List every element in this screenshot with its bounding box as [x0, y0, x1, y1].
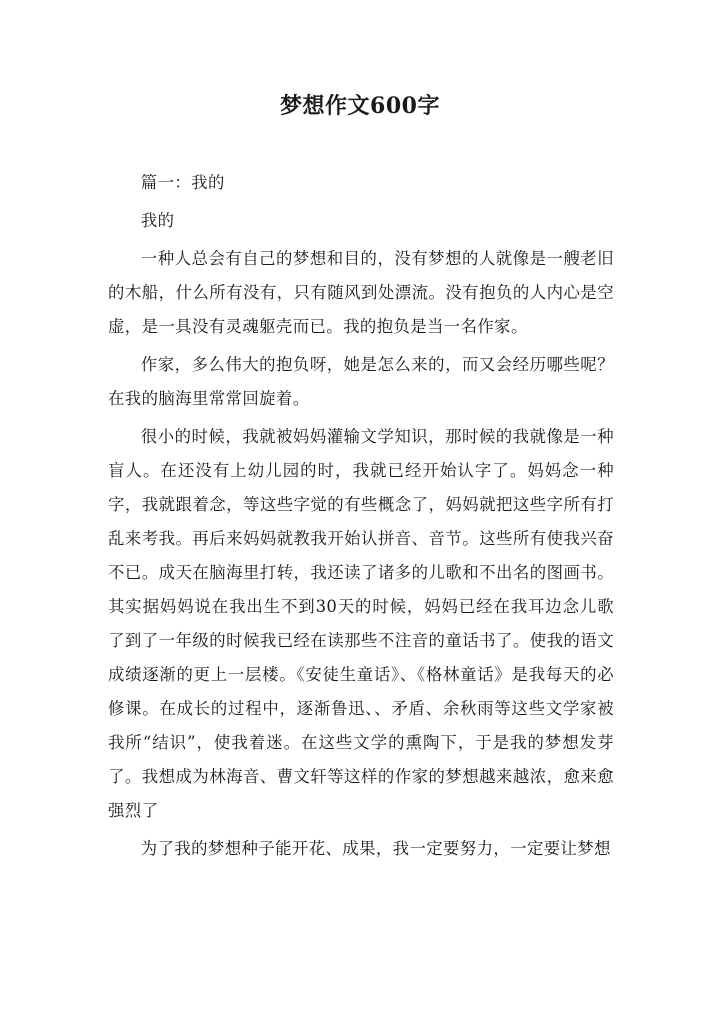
document-title: 梦想作文600字: [280, 93, 440, 119]
paragraph: 为了我的梦想种子能开花、成果，我一定要努力，一定要让梦想: [140, 839, 611, 858]
paragraph-section-heading: 篇一：我的: [140, 173, 225, 192]
paragraph-subtitle: 我的: [140, 211, 175, 230]
paragraph: 作家，多么伟大的抱负呀，她是怎么来的，而又会经历哪些呢？在我的脑海里常常回旋着。: [108, 355, 614, 408]
paragraph: 很小的时候，我就被妈妈灌输文学知识，那时候的我就像是一种盲人。在还没有上幼儿园的时，我就已经开始认字了。妈妈念一种字，我就跟着念，等这些字觉的有些概念了，妈妈就把这些字所有打乱来考我。再后来妈妈就教我开始认拼音、音节。这些所有使我兴奋不已。成天在脑海里打转，我还读了诸多的儿歌和不出名的图画书。 其实据妈妈说在我出生不到30天的时候，妈妈已经在我耳边念儿歌了到了一年级的时候我已经在读那些不注音的童话书了。使我的语文成绩逐渐的更上一层楼。《安徒生童话》、《格林童话》是我每天的必修课。在成长的过程中，逐渐鲁迅、、矛盾、余秋雨等这些文学家被我所“结识”，使我着迷。在这些文学的熏陶下，于是我的梦想发芽了。我想成为林海音、曹文轩等这样的作家的梦想越来越浓，愈来愈强烈了: [108, 427, 614, 820]
document-body: [108, 166, 614, 870]
paragraph: 一种人总会有自己的梦想和目的，没有梦想的人就像是一艘老旧的木船，什么所有没有，只有随风到处漂流。没有抱负的人内心是空虚，是一具没有灵魂躯壳而已。我的抱负是当一名作家。: [108, 249, 614, 336]
